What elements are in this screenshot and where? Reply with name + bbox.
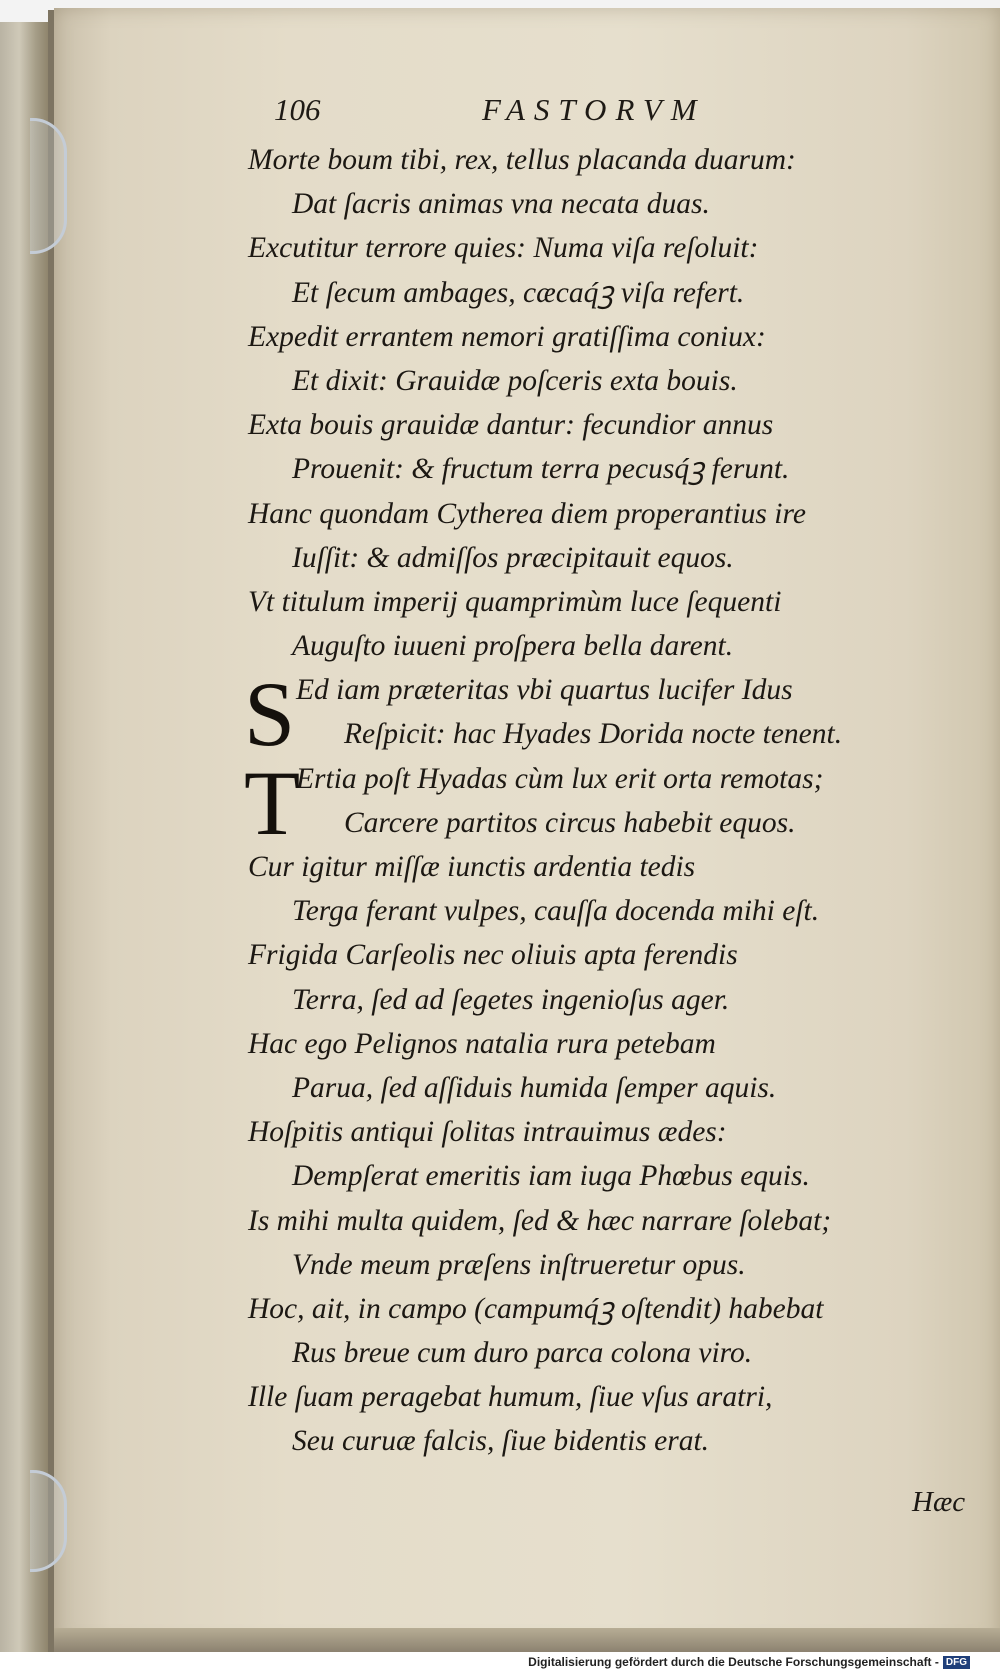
verse-line: Parua, ſed aſſiduis humida ſemper aquis. — [292, 1071, 777, 1104]
funding-text: Digitalisierung gefördert durch die Deutsche Forschungsgemeinschaft - — [528, 1655, 939, 1669]
verse-line: Hoſpitis antiqui ſolitas intrauimus ædes: — [248, 1116, 727, 1149]
verse-line: Hac ego Pelignos natalia rura petebam — [248, 1027, 716, 1060]
verse-line: Seu curuæ falcis, ſiue bidentis erat. — [292, 1425, 710, 1458]
verse-line: Vnde meum præſens inſtrueretur opus. — [292, 1248, 746, 1281]
verse-line: Terga ferant vulpes, cauſſa docenda mihi eſt. — [292, 895, 820, 928]
verse-line: Hanc quondam Cytherea diem properantius ire — [248, 497, 806, 530]
verse-line: Rus breue cum duro parca colona viro. — [292, 1337, 753, 1370]
verse-line: Reſpicit: hac Hyades Dorida nocte tenent. — [344, 718, 843, 751]
verse-line: Dempſerat emeritis iam iuga Phœbus equis. — [292, 1160, 810, 1193]
verse-line: Et ſecum ambages, cæcaq́ꝫ viſa refert. — [292, 276, 745, 309]
verse-line: Expedit errantem nemori gratiſſima coniux: — [248, 320, 766, 353]
verse-line: Auguſto iuueni proſpera bella darent. — [292, 630, 734, 663]
dropcap-section-t — [244, 751, 968, 854]
verse-line: Iuſſit: & admiſſos præcipitauit equos. — [292, 541, 734, 574]
verse-line: Exta bouis grauidæ dantur: fecundior annus — [248, 409, 774, 442]
verse-line: Hoc, ait, in campo (campumq́ꝫ oſtendit) habebat — [248, 1292, 824, 1325]
verse-line: Ertia poſt Hyadas cùm lux erit orta remotas; — [296, 762, 824, 795]
running-head: FASTORVM — [482, 92, 706, 127]
verse-line: Prouenit: & fructum terra pecusq́ꝫ ferunt. — [292, 453, 790, 486]
verse-line: Cur igitur miſſæ iunctis ardentia tedis — [248, 851, 696, 883]
verse-block — [244, 138, 968, 1464]
verse-line: Carcere partitos circus habebit equos. — [344, 806, 796, 839]
page-bottom-edge — [54, 1628, 1000, 1652]
verse-line: Is mihi multa quidem, ſed & hæc narrare ſolebat; — [248, 1204, 832, 1237]
verse-line: Vt titulum imperij quamprimùm luce ſequenti — [248, 585, 782, 618]
funding-footer — [528, 1652, 970, 1672]
verse-line: Terra, ſed ad ſegetes ingenioſus ager. — [292, 983, 730, 1016]
verse-line: Frigida Carſeolis nec oliuis apta ferendis — [248, 939, 738, 972]
book-left-edge — [0, 22, 48, 1652]
catchword: Hæc — [912, 1486, 966, 1518]
verse-line: Ed iam præteritas vbi quartus lucifer Idus — [296, 674, 793, 707]
verse-line: Et dixit: Grauidæ poſceris exta bouis. — [292, 364, 738, 397]
dropcap-initial: T — [244, 751, 301, 854]
page-header — [270, 92, 830, 136]
dfg-logo: DFG — [943, 1656, 970, 1669]
verse-line: Ille ſuam peragebat humum, ſiue vſus aratri, — [248, 1381, 773, 1414]
verse-line: Excutitur terrore quies: Numa viſa reſoluit: — [248, 232, 759, 265]
verse-line: Morte boum tibi, rex, tellus placanda duarum: — [248, 144, 796, 176]
page-number: 106 — [274, 92, 321, 127]
page-clip-top — [30, 118, 67, 254]
dropcap-initial: S — [244, 663, 296, 766]
dropcap-section-s — [244, 663, 968, 766]
verse-line: Dat ſacris animas vna necata duas. — [292, 188, 710, 221]
